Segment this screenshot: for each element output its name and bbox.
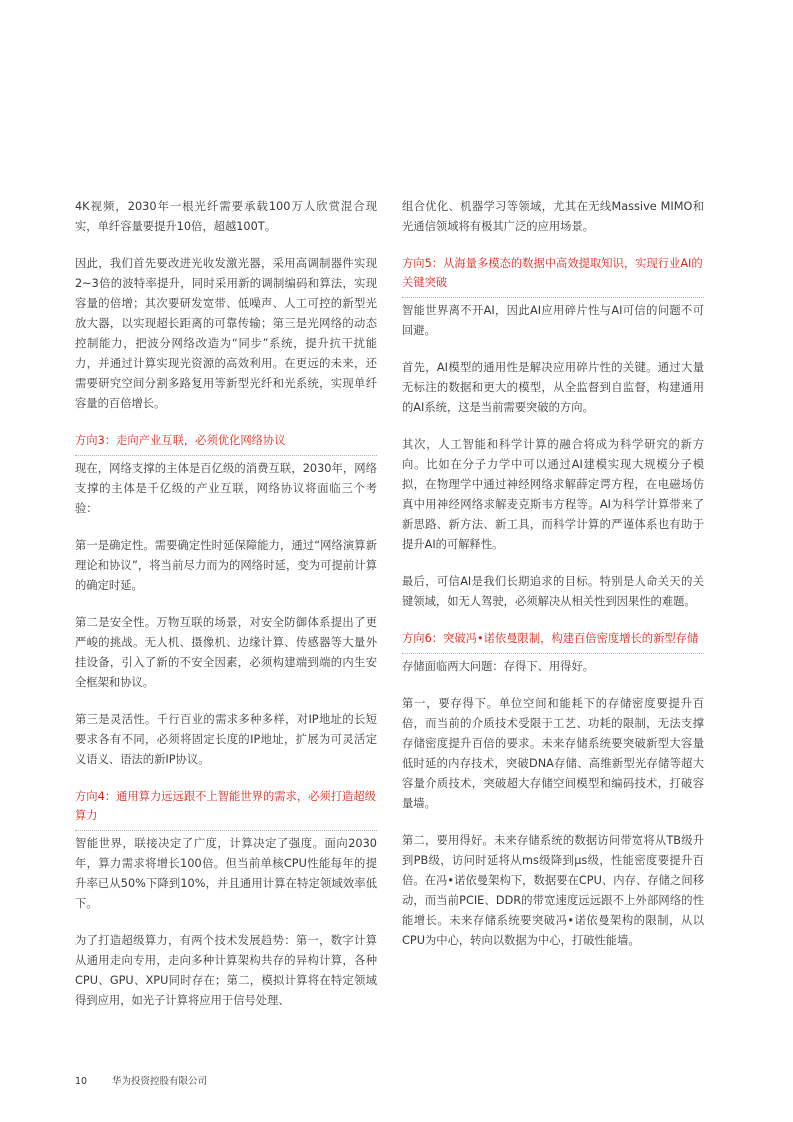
section-heading-3: 方向3：走向产业互联，必须优化网络协议 <box>75 431 377 456</box>
company-name: 华为投资控股有限公司 <box>112 1076 208 1087</box>
paragraph: 智能世界离不开AI，因此AI应用碎片性与AI可信的问题不可回避。 <box>402 304 704 337</box>
paragraph: 现在，网络支撑的主体是百亿级的消费互联，2030年，网络支撑的主体是千亿级的产业互联，网络协议将面临三个考验： <box>75 462 377 515</box>
paragraph: 智能世界，联接决定了广度，计算决定了强度。面向2030年，算力需求将增长100倍。但当前单核CPU性能每年的提升率已从50%下降到10%，并且通用计算在特定领域效率低下。 <box>75 837 377 910</box>
section-heading-4: 方向4：通用算力远远跟不上智能世界的需求，必须打造超级算力 <box>75 787 377 831</box>
paragraph: 存储面临两大问题：存得下、用得好。 <box>402 660 595 673</box>
paragraph: 因此，我们首先要改进光收发激光器，采用高调制器件实现2~3倍的波特率提升，同时采用新的调制编码和算法，实现容量的倍增；其次要研发宽带、低噪声、人工可控的新型光放大器，以实现超长距离的可靠传输；第三是光网络的动态控制能力，把波分网络改造为“同步”系统，提升抗干扰能力，并通过计算实现光资源的高效利用。在更远的未来，还需要研究空间分割多路复用等新型光纤和光系统，实现单纤容量的百倍增长。 <box>75 257 377 410</box>
left-column <box>75 197 377 1028</box>
paragraph: 第二是安全性。万物互联的场景，对安全防御体系提出了更严峻的挑战。无人机、摄像机、边缘计算、传感器等大量外挂设备，引入了新的不安全因素，必须构建端到端的内生安全框架和协议。 <box>75 616 377 689</box>
paragraph: 最后，可信AI是我们长期追求的目标。特别是人命关天的关键领域，如无人驾驶，必须解决从相关性到因果性的难题。 <box>402 575 704 608</box>
paragraph: 第一是确定性。需要确定性时延保障能力，通过“网络演算新理论和协议”，将当前尽力而为的网络时延，变为可提前计算的确定时延。 <box>75 539 377 592</box>
page-number: 10 <box>75 1076 88 1087</box>
page-footer <box>75 1073 207 1087</box>
paragraph: 首先，AI模型的通用性是解决应用碎片性的关键。通过大量无标注的数据和更大的模型，从全监督到自监督，构建通用的AI系统，这是当前需要突破的方向。 <box>402 361 704 414</box>
paragraph: 其次，人工智能和科学计算的融合将成为科学研究的新方向。比如在分子力学中可以通过AI建模实现大规模分子模拟，在物理学中通过神经网络求解薛定谔方程，在电磁场仿真中用神经网络求解麦克斯韦方程等。AI为科学计算带来了新思路、新方法、新工具，而科学计算的严谨体系也有助于提升AI的可解释性。 <box>402 438 704 551</box>
paragraph: 4K视频，2030年一根光纤需要承载100万人欣赏混合现实，单纤容量要提升10倍，超越100T。 <box>75 200 377 233</box>
section-heading-6: 方向6：突破冯•诺依曼限制，构建百倍密度增长的新型存储 <box>402 629 704 654</box>
paragraph: 第三是灵活性。千行百业的需求多种多样，对IP地址的长短要求各有不同，必须将固定长度的IP地址，扩展为可灵活定义语义、语法的新IP协议。 <box>75 713 377 766</box>
paragraph: 组合优化、机器学习等领域，尤其在无线Massive MIMO和光通信领域将有极其广泛的应用场景。 <box>402 200 704 233</box>
section-heading-5: 方向5：从海量多模态的数据中高效提取知识，实现行业AI的关键突破 <box>402 254 704 298</box>
paragraph: 为了打造超级算力，有两个技术发展趋势：第一，数字计算从通用走向专用，走向多种计算架构共存的异构计算，各种CPU、GPU、XPU同时存在；第二，模拟计算将在特定领域得到应用，如光子计算将应用于信号处理、 <box>75 934 377 1007</box>
paragraph: 第一，要存得下。单位空间和能耗下的存储密度要提升百倍，而当前的介质技术受限于工艺、功耗的限制，无法支撑存储密度提升百倍的要求。未来存储系统要突破新型大容量低时延的内存技术，突破DNA存储、高维新型光存储等超大容量介质技术，突破超大存储空间模型和编码技术，打破容量墙。 <box>402 697 704 810</box>
right-column <box>402 197 704 968</box>
paragraph: 第二，要用得好。未来存储系统的数据访问带宽将从TB级升到PB级，访问时延将从ms级降到μs级，性能密度要提升百倍。在冯•诺依曼架构下，数据要在CPU、内存、存储之间移动，而当前PCIE、DDR的带宽速度远远跟不上外部网络的性能增长。未来存储系统要突破冯•诺依曼架构的限制，从以CPU为中心，转向以数据为中心，打破性能墙。 <box>402 834 704 947</box>
